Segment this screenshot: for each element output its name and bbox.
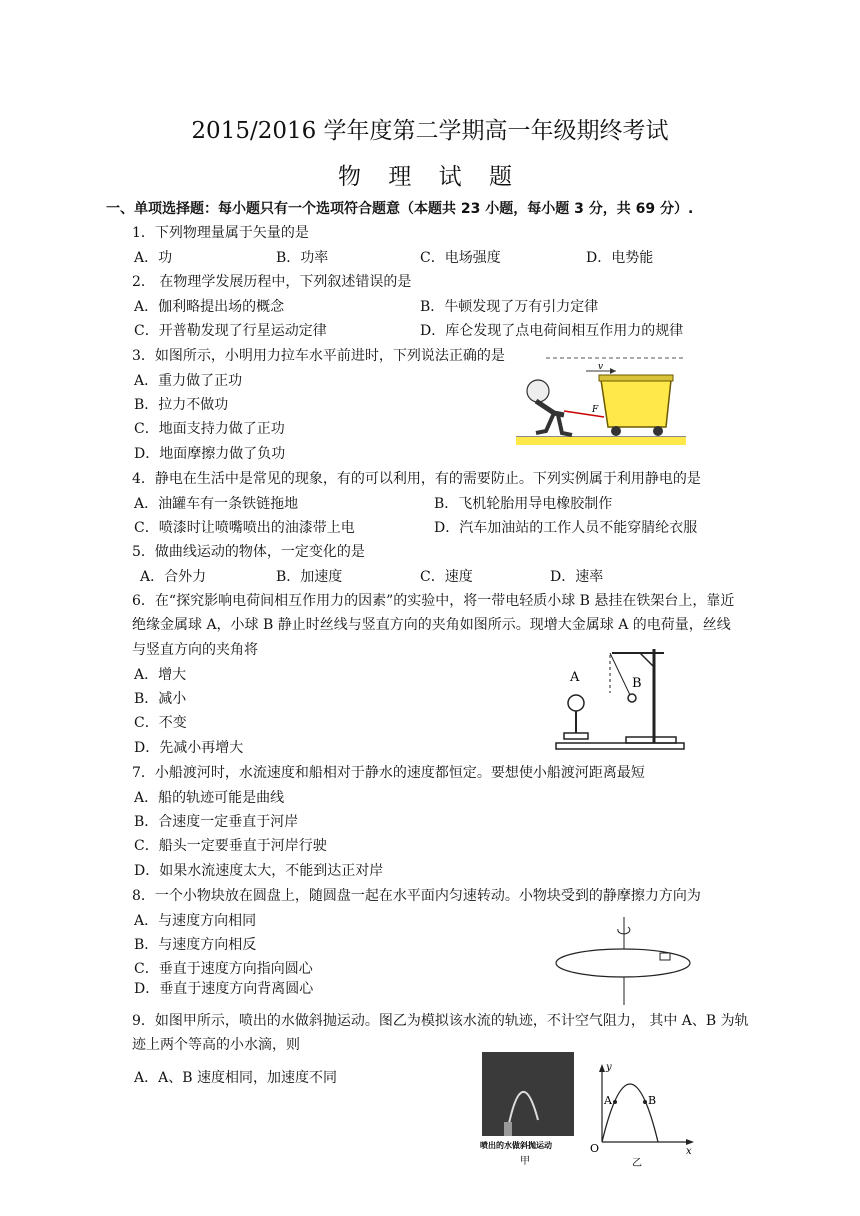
question-1-stem: 1．下列物理量属于矢量的是 (132, 225, 309, 241)
figure-jia-label: 甲 (520, 1156, 530, 1167)
question-1-option-b: B．功率 (276, 250, 329, 266)
question-2-option-b: B．牛顿发现了万有引力定律 (420, 299, 599, 315)
question-5-stem: 5．做曲线运动的物体，一定变化的是 (132, 544, 365, 560)
question-2-option-d: D．库仑发现了点电荷间相互作用力的规律 (420, 323, 684, 339)
question-9-stem-line-1: 9．如图甲所示，喷出的水做斜抛运动。图乙为模拟该水流的轨迹，不计空气阻力， 其中 A、B 为轨 (132, 1013, 749, 1029)
question-7-option-c: C．船头一定要垂直于河岸行驶 (134, 838, 327, 854)
exam-title: 2015/2016 学年度第二学期高一年级期终考试 (191, 118, 669, 144)
question-3-stem: 3．如图所示，小明用力拉车水平前进时，下列说法正确的是 (132, 348, 505, 364)
question-4-option-c: C．喷漆时让喷嘴喷出的油漆带上电 (134, 520, 355, 536)
question-6-option-a: A．增大 (134, 667, 187, 683)
figure-yi-label: 乙 (632, 1158, 642, 1169)
exam-subtitle: 物 理 试 题 (338, 164, 522, 190)
question-6-stem-line-3: 与竖直方向的夹角将 (132, 642, 258, 658)
origin-label: O (590, 1142, 600, 1155)
question-3-option-c: C．地面支持力做了正功 (134, 421, 285, 437)
charged-sphere-figure (552, 645, 688, 757)
question-7-option-a: A．船的轨迹可能是曲线 (134, 790, 285, 806)
question-9-stem-line-2: 迹上两个等高的小水滴，则 (132, 1037, 300, 1053)
question-6-option-d: D．先减小再增大 (134, 740, 244, 756)
water-jet-photo (478, 1050, 582, 1170)
question-7-stem: 7．小船渡河时，水流速度和船相对于静水的速度都恒定。要想使小船渡河距离最短 (132, 765, 645, 781)
question-1-option-d: D．电势能 (586, 250, 654, 266)
question-2-option-c: C．开普勒发现了行星运动定律 (134, 323, 327, 339)
question-8-option-b: B．与速度方向相反 (134, 937, 257, 953)
question-8-option-c: C．垂直于速度方向指向圆心 (134, 961, 313, 977)
question-1-option-c: C．电场强度 (420, 250, 501, 266)
question-5-option-d: D．速率 (550, 569, 604, 585)
question-3-option-b: B．拉力不做功 (134, 397, 229, 413)
force-label: F (592, 405, 599, 415)
y-axis-label: y (606, 1062, 612, 1073)
question-7-option-d: D．如果水流速度太大，不能到达正对岸 (134, 863, 384, 879)
rotating-disk-figure (552, 915, 694, 1007)
question-5-option-a: A．合外力 (140, 569, 207, 585)
question-4-stem: 4．静电在生活中是常见的现象，有的可以利用，有的需要防止。下列实例属于利用静电的是 (132, 471, 701, 487)
question-8-option-a: A．与速度方向相同 (134, 913, 257, 929)
point-b-label: B (648, 1094, 657, 1107)
section-heading: 一、单项选择题：每小题只有一个选项符合题意（本题共 23 小题，每小题 3 分，共 69 分）. (106, 201, 694, 217)
question-9-option-a: A．A、B 速度相同，加速度不同 (134, 1070, 337, 1086)
sphere-a-label: A (570, 670, 580, 685)
question-8-option-d: D．垂直于速度方向背离圆心 (134, 981, 314, 997)
question-7-option-b: B．合速度一定垂直于河岸 (134, 814, 299, 830)
question-4-option-a: A．油罐车有一条铁链拖地 (134, 496, 299, 512)
question-6-stem-line-2: 绝缘金属球 A，小球 B 静止时丝线与竖直方向的夹角如图所示。现增大金属球 A 的电荷量，丝线 (132, 617, 731, 633)
question-5-option-c: C．速度 (420, 569, 473, 585)
trajectory-graph (588, 1060, 698, 1170)
question-3-option-a: A．重力做了正功 (134, 373, 243, 389)
question-6-stem-line-1: 6．在“探究影响电荷间相互作用力的因素”的实验中，将一带电轻质小球 B 悬挂在铁架台上，靠近 (132, 593, 735, 609)
sphere-b-label: B (632, 676, 642, 691)
question-2-stem: 2． 在物理学发展历程中，下列叙述错误的是 (132, 274, 412, 290)
question-6-option-c: C．不变 (134, 715, 187, 731)
velocity-label: v (598, 362, 604, 372)
question-4-option-b: B．飞机轮胎用导电橡胶制作 (434, 496, 613, 512)
point-a-label: A (604, 1094, 612, 1107)
x-axis-label: x (686, 1146, 692, 1157)
question-2-option-a: A．伽利略提出场的概念 (134, 299, 285, 315)
photo-caption: 喷出的水做斜抛运动 (480, 1140, 552, 1150)
question-8-stem: 8．一个小物块放在圆盘上，随圆盘一起在水平面内匀速转动。小物块受到的静摩擦力方向为 (132, 888, 701, 904)
question-1-option-a: A．功 (134, 250, 173, 266)
cart-pulling-figure (516, 355, 686, 445)
question-5-option-b: B．加速度 (276, 569, 343, 585)
question-3-option-d: D．地面摩擦力做了负功 (134, 446, 286, 462)
question-4-option-d: D．汽车加油站的工作人员不能穿腈纶衣服 (434, 520, 698, 536)
question-6-option-b: B．减小 (134, 691, 187, 707)
